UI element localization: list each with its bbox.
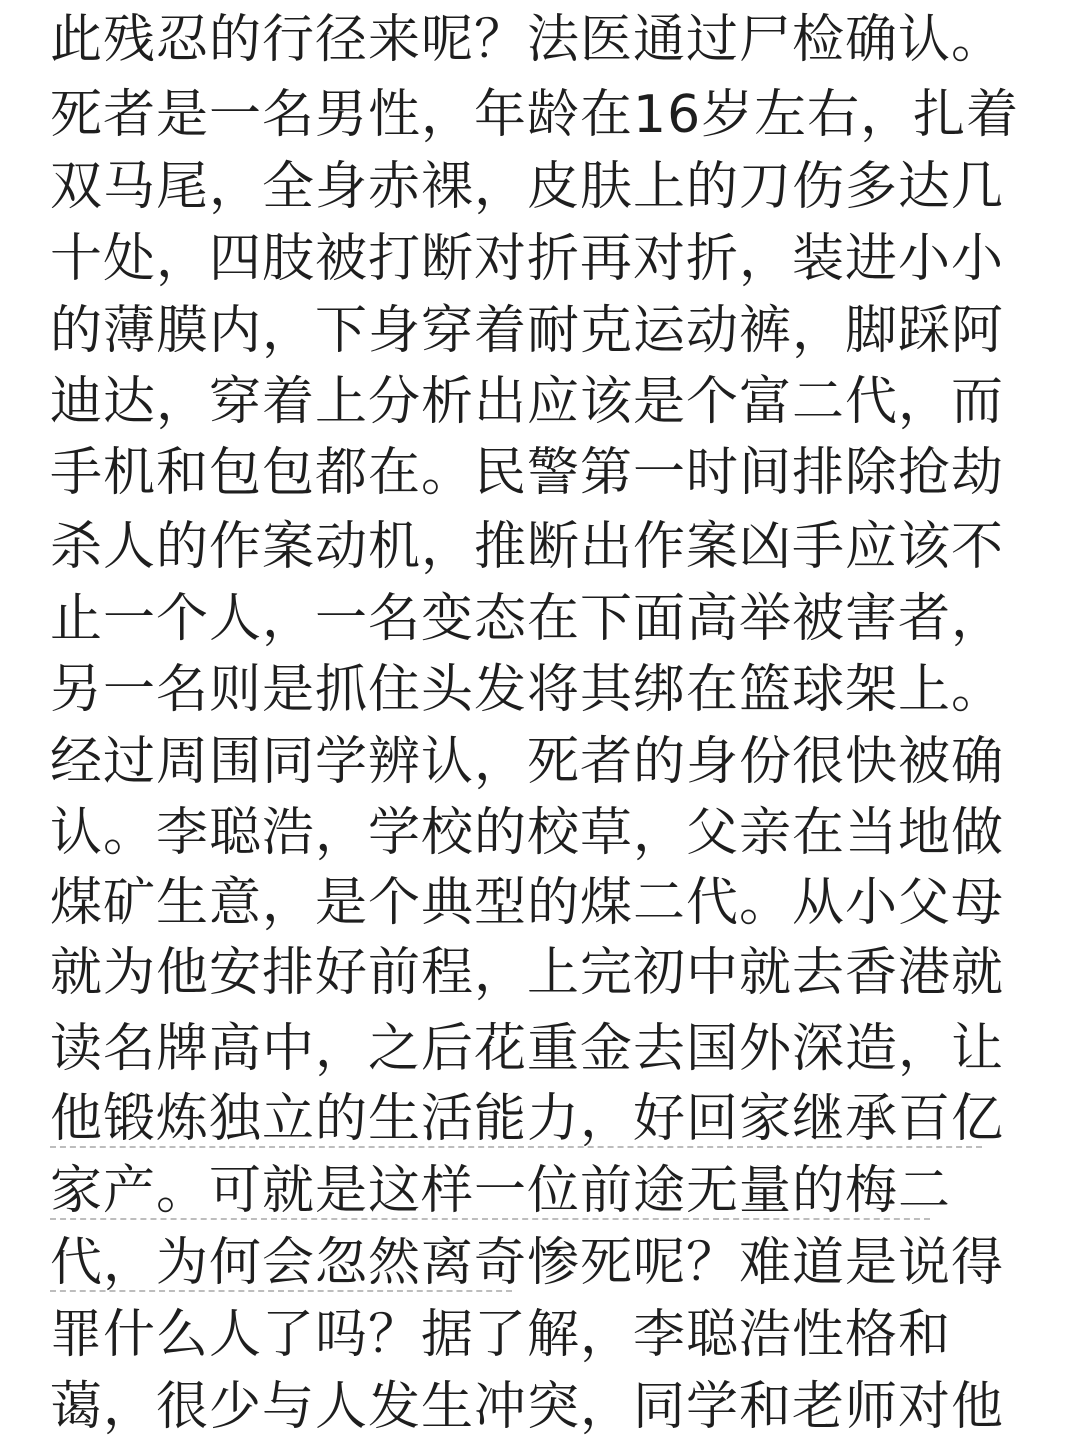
dotted-underline — [50, 1290, 512, 1292]
article-line: 死者是一名男性，年龄在16岁左右，扎着 — [50, 85, 1020, 145]
article-line: 此残忍的行径来呢？法医通过尸检确认。 — [50, 10, 1005, 70]
article-line: 家产。可就是这样一位前途无量的梅二 — [50, 1161, 952, 1221]
article-line: 就为他安排好前程，上完初中就去香港就 — [50, 943, 1005, 1003]
article-line: 经过周围同学辨认，死者的身份很快被确 — [50, 732, 1005, 792]
article-line: 他锻炼独立的生活能力，好回家继承百亿 — [50, 1089, 1005, 1149]
article-line: 罪什么人了吗？据了解，李聪浩性格和 — [50, 1305, 952, 1365]
article-line: 代，为何会忽然离奇惨死呢？难道是说得 — [50, 1233, 1005, 1293]
article-line: 手机和包包都在。民警第一时间排除抢劫 — [50, 443, 1005, 503]
article-line: 认。李聪浩，学校的校草，父亲在当地做 — [50, 803, 1005, 863]
article-line: 杀人的作案动机，推断出作案凶手应该不 — [50, 517, 1005, 577]
dotted-underline — [50, 1218, 930, 1220]
article-line: 十处，四肢被打断对折再对折，装进小小 — [50, 229, 1005, 289]
article-line: 迪达，穿着上分析出应该是个富二代，而 — [50, 372, 1005, 432]
article-line: 双马尾，全身赤裸，皮肤上的刀伤多达几 — [50, 157, 1005, 217]
article-line: 另一名则是抓住头发将其绑在篮球架上。 — [50, 660, 1005, 720]
article-line: 煤矿生意，是个典型的煤二代。从小父母 — [50, 873, 1005, 933]
article-line: 读名牌高中，之后花重金去国外深造，让 — [50, 1019, 1005, 1079]
article-line: 蔼，很少与人发生冲突，同学和老师对他 — [50, 1377, 1005, 1437]
dotted-underline — [50, 1146, 982, 1148]
article-line: 止一个人，一名变态在下面高举被害者， — [50, 589, 1005, 649]
article-line: 的薄膜内，下身穿着耐克运动裤，脚踩阿 — [50, 301, 1005, 361]
